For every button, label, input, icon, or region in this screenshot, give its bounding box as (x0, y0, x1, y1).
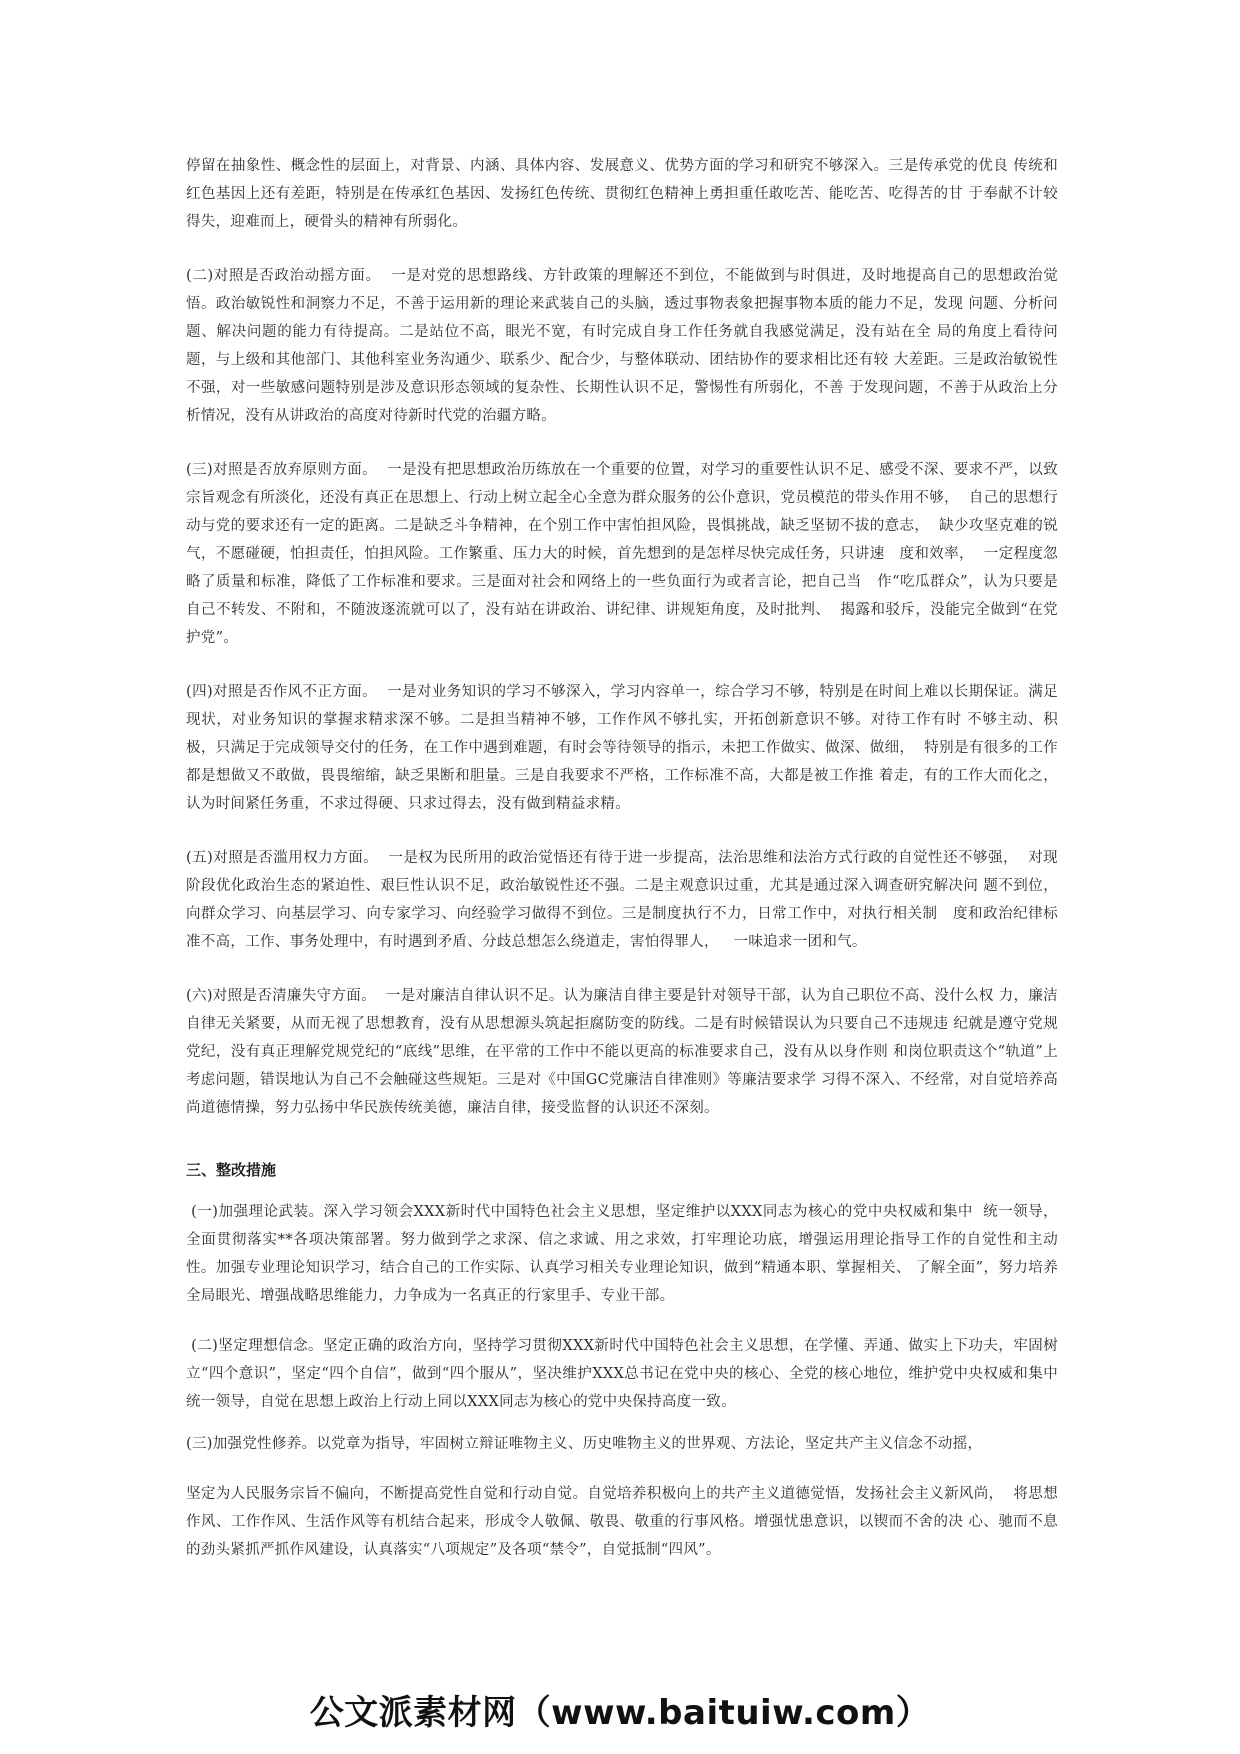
section-heading: 三、整改措施 (186, 1161, 277, 1179)
paragraph-5: (五)对照是否滥用权力方面。 一是权为民所用的政治觉悟还有待于进一步提高，法治思维和法治方式行政的自觉性还不够强， 对现阶段优化政治生态的紧迫性、艰巨性认识不足，政治敏锐性还不强。二是主观意识过重，尤其是通过深入调查研究解决问 题不到位，向群众学习、向基层学习、向专家学习、向经验学习做得不到位。三是制度执行不力，日常工作中，对执行相关制 度和政治纪律标准不高，工作、事务处理中，有时遇到矛盾、分歧总想怎么绕道走，害怕得罪人， 一味追求一团和气。 (186, 850, 1058, 950)
source-watermark: 公文派素材网（www.baituiw.com） (309, 1693, 931, 1733)
paragraph-3: (三)对照是否放弃原则方面。 一是没有把思想政治历练放在一个重要的位置，对学习的重要性认识不足、感受不深、要求不严，以致宗旨观念有所淡化，还没有真正在思想上、行动上树立起全心全意为群众服务的公仆意识，党员模范的带头作用不够， 自己的思想行动与党的要求还有一定的距离。二是缺乏斗争精神，在个别工作中害怕担风险，畏惧挑战，缺乏坚韧不拔的意志， 缺少攻坚克难的锐气，不愿碰硬，怕担责任，怕担风险。工作繁重、压力大的时候，首先想到的是怎样尽快完成任务，只讲速 度和效率， 一定程度忽略了质量和标准，降低了工作标准和要求。三是面对社会和网络上的一些负面行为或者言论，把自己当 作“吃瓜群众”，认为只要是自己不转发、不附和，不随波逐流就可以了，没有站在讲政治、讲纪律、讲规矩角度，及时批判、 揭露和驳斥，没能完全做到“在党护党”。 (186, 462, 1058, 646)
paragraph-7: (一)加强理论武装。深入学习领会XXX新时代中国特色社会主义思想，坚定维护以XXX同志为核心的党中央权威和集中 统一领导，全面贯彻落实**各项决策部署。努力做到学之求深、信之求诚、用之求效，打牢理论功底，增强运用理论指导工作的自觉性和主动性。加强专业理论知识学习，结合自己的工作实际、认真学习相关专业理论知识，做到“精通本职、掌握相关、 了解全面”，努力培养全局眼光、增强战略思维能力，力争成为一名真正的行家里手、专业干部。 (186, 1204, 1058, 1304)
paragraph-4: (四)对照是否作风不正方面。 一是对业务知识的学习不够深入，学习内容单一，综合学习不够，特别是在时间上难以长期保证。满足现状，对业务知识的掌握求精求深不够。二是担当精神不够，工作作风不够扎实，开拓创新意识不够。对待工作有时 不够主动、积极，只满足于完成领导交付的任务，在工作中遇到难题，有时会等待领导的指示，未把工作做实、做深、做细， 特别是有很多的工作都是想做又不敢做，畏畏缩缩，缺乏果断和胆量。三是自我要求不严格，工作标准不高，大都是被工作推 着走，有的工作大而化之，认为时间紧任务重，不求过得硬、只求过得去，没有做到精益求精。 (186, 684, 1058, 812)
paragraph-9: (三)加强党性修养。以党章为指导，牢固树立辩证唯物主义、历史唯物主义的世界观、方法论，坚定共产主义信念不动摇， (186, 1436, 983, 1452)
paragraph-6: (六)对照是否清廉失守方面。 一是对廉洁自律认识不足。认为廉洁自律主要是针对领导干部，认为自己职位不高、没什么权 力，廉洁自律无关紧要，从而无视了思想教育，没有从思想源头筑起拒腐防变的防线。二是有时候错误认为只要自己不违规违 纪就是遵守党规党纪，没有真正理解党规党纪的“底线”思维，在平常的工作中不能以更高的标准要求自己，没有从以身作则 和岗位职责这个“轨道”上考虑问题，错误地认为自己不会触碰这些规矩。三是对《中国GC党廉洁自律准则》等廉洁要求学 习得不深入、不经常，对自觉培养高尚道德情操，努力弘扬中华民族传统美德，廉洁自律，接受监督的认识还不深刻。 (186, 988, 1058, 1116)
paragraph-8: (二)坚定理想信念。坚定正确的政治方向，坚持学习贯彻XXX新时代中国特色社会主义思想，在学懂、弄通、做实上下功夫，牢固树立“四个意识”，坚定“四个自信”，做到“四个服从”，坚决维护XXX总书记在党中央的核心、全党的核心地位，维护党中央权威和集中统一领导，自觉在思想上政治上行动上同以XXX同志为核心的党中央保持高度一致。 (186, 1338, 1058, 1410)
document-body (186, 152, 1058, 1564)
paragraph-2: (二)对照是否政治动摇方面。 一是对党的思想路线、方针政策的理解还不到位，不能做到与时俱进，及时地提高自己的思想政治觉悟。政治敏锐性和洞察力不足，不善于运用新的理论来武装自己的头脑，透过事物表象把握事物本质的能力不足，发现 问题、分析问题、解决问题的能力有待提高。二是站位不高，眼光不宽，有时完成自身工作任务就自我感觉满足，没有站在全 局的角度上看待问题，与上级和其他部门、其他科室业务沟通少、联系少、配合少，与整体联动、团结协作的要求相比还有较 大差距。三是政治敏锐性不强，对一些敏感问题特别是涉及意识形态领域的复杂性、长期性认识不足，警惕性有所弱化，不善 于发现问题，不善于从政治上分析情况，没有从讲政治的高度对待新时代党的治疆方略。 (186, 268, 1058, 424)
paragraph-1: 停留在抽象性、概念性的层面上，对背景、内涵、具体内容、发展意义、优势方面的学习和研究不够深入。三是传承党的优良 传统和红色基因上还有差距，特别是在传承红色基因、发扬红色传统、贯彻红色精神上勇担重任敢吃苦、能吃苦、吃得苦的甘 于奉献不计较得失，迎难而上，硬骨头的精神有所弱化。 (186, 158, 1058, 230)
paragraph-10: 坚定为人民服务宗旨不偏向，不断提高党性自觉和行动自觉。自觉培养积极向上的共产主义道德觉悟，发扬社会主义新风尚， 将思想作风、工作作风、生活作风等有机结合起来，形成令人敬佩、敬畏、敬重的行事风格。增强忧患意识，以锲而不舍的决 心、驰而不息的劲头紧抓严抓作风建设，认真落实“八项规定”及各项“禁令”，自觉抵制“四风”。 (186, 1486, 1058, 1558)
